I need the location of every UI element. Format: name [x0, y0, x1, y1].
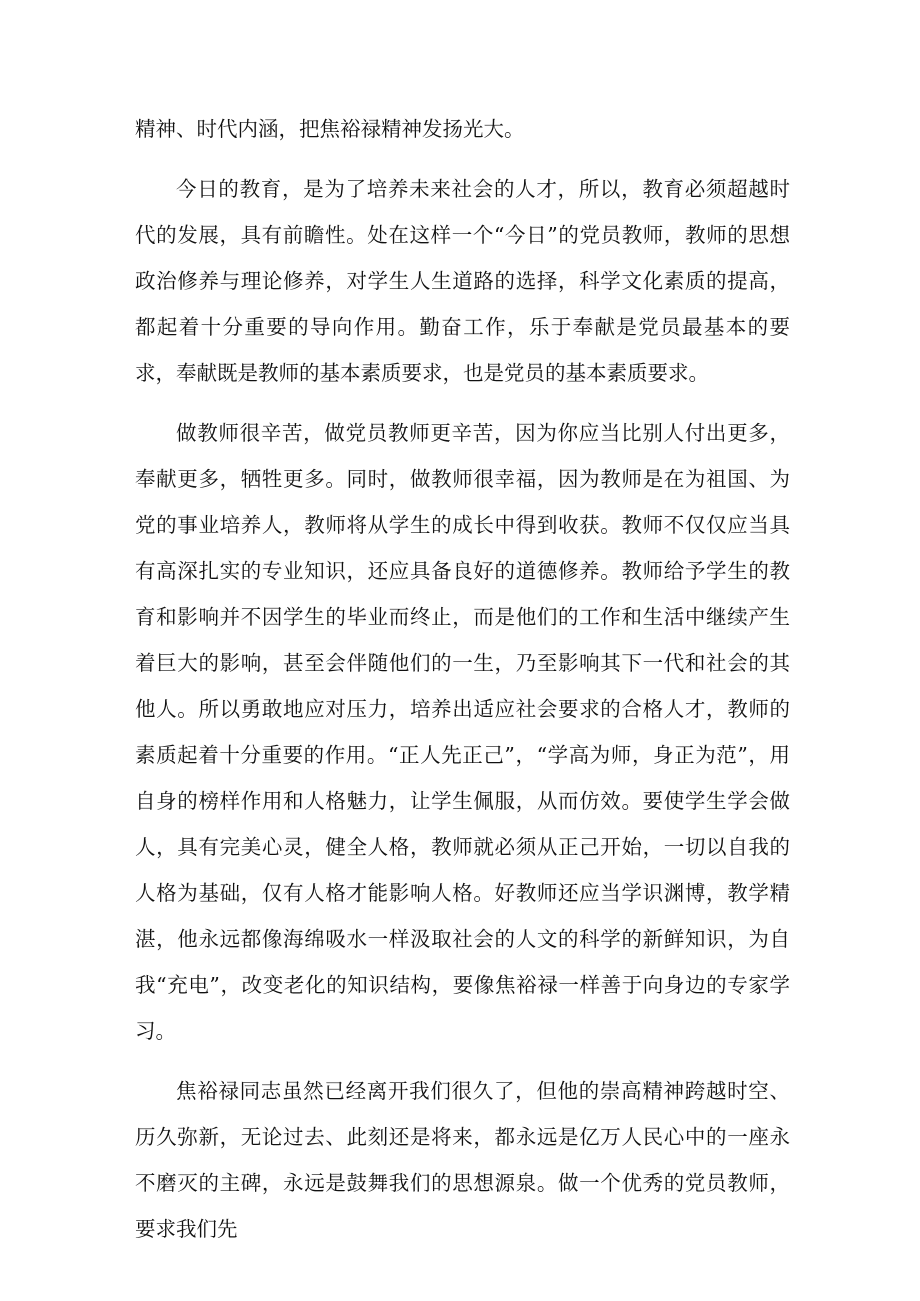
document-body [135, 106, 790, 1252]
paragraph-1: 精神、时代内涵，把焦裕禄精神发扬光大。 [135, 117, 525, 141]
paragraph-3: 做教师很辛苦，做党员教师更辛苦，因为你应当比别人付出更多，奉献更多，牺牲更多。同时，做教师很幸福，因为教师是在为祖国、为党的事业培养人，教师将从学生的成长中得到收获。教师不仅仅应当具有高深扎实的专业知识，还应具备良好的道德修养。教师给予学生的教育和影响并不因学生的毕业而终止，而是他们的工作和生活中继续产生着巨大的影响，甚至会伴随他们的一生，乃至影响其下一代和社会的其他人。所以勇敢地应对压力，培养出适应社会要求的合格人才，教师的素质起着十分重要的作用。“正人先正己”，“学高为师，身正为范”，用自身的榜样作用和人格魅力，让学生佩服，从而仿效。要使学生学会做人，具有完美心灵，健全人格，教师就必须从正己开始，一切以自我的人格为基础，仅有人格才能影响人格。好教师还应当学识渊博，教学精湛，他永远都像海绵吸水一样汲取社会的人文的科学的新鲜知识，为自我“充电”，改变老化的知识结构，要像焦裕禄一样善于向身边的专家学习。 [135, 421, 790, 1043]
paragraph-4: 焦裕禄同志虽然已经离开我们很久了，但他的崇高精神跨越时空、历久弥新，无论过去、此刻还是将来，都永远是亿万人民心中的一座永不磨灭的主碑，永远是鼓舞我们的思想源泉。做一个优秀的党员教师，要求我们先 [135, 1079, 790, 1241]
paragraph-2: 今日的教育，是为了培养未来社会的人才，所以，教育必须超越时代的发展，具有前瞻性。处在这样一个“今日”的党员教师，教师的思想政治修养与理论修养，对学生人生道路的选择，科学文化素质的提高，都起着十分重要的导向作用。勤奋工作，乐于奉献是党员最基本的要求，奉献既是教师的基本素质要求，也是党员的基本素质要求。 [135, 177, 790, 385]
